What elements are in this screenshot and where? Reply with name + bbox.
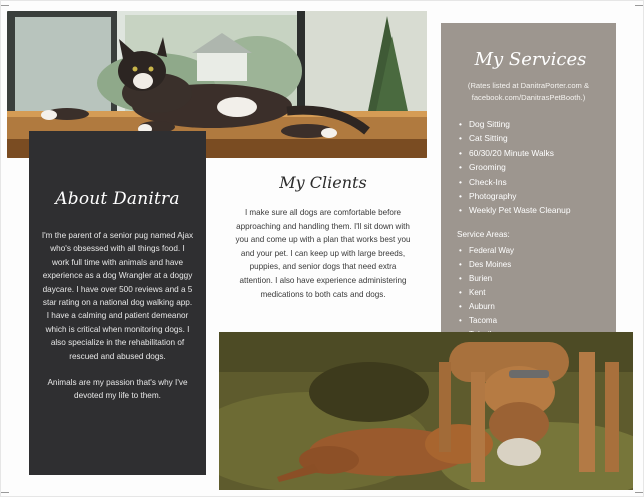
services-list (457, 117, 604, 218)
service-item: • 60/30/20 Minute Walks (457, 146, 604, 160)
service-area-item: • Tacoma (457, 314, 604, 328)
dogs-photo (219, 332, 633, 490)
services-rates-note: (Rates listed at DanitraPorter.com & facebook.com/DanitrasPetBooth.) (467, 81, 590, 102)
service-area-item: • Kent (457, 286, 604, 300)
clients-section (235, 173, 411, 301)
crop-mark-top-left (1, 5, 9, 6)
crop-mark-bottom-right (635, 492, 644, 493)
about-paragraph-1: I'm the parent of a senior pug named Ajax who's obsessed with all things food. I work full time with animals and have experience as a dog Wrangler at a doggy daycare. I have over 500 reviews and a 5 star rating on a national dog walking app. I have a calming and patient demeanor which is critical when monitoring dogs. I also specialize in the rehabilitation of rescued and abused dogs. (41, 231, 194, 361)
clients-title: My Clients (279, 173, 367, 192)
about-section (29, 131, 206, 475)
service-area-item: • Auburn (457, 300, 604, 314)
about-title: About Danitra (55, 189, 180, 209)
service-item: • Photography (457, 189, 604, 203)
service-area-item: • Des Moines (457, 258, 604, 272)
service-item: • Grooming (457, 160, 604, 174)
service-item: • Weekly Pet Waste Cleanup (457, 203, 604, 217)
dogs-playing-image (219, 332, 633, 490)
about-paragraph-2: Animals are my passion that's why I've devoted my life to them. (47, 378, 188, 401)
crop-mark-bottom-left (1, 492, 9, 493)
clients-body: I make sure all dogs are comfortable before approaching and handling them. I'll sit down with you and come up with a plan that works best you and your pet. I can keep up with large breeds, puppies, and senior dogs that need extra attention. I also have experience administering medications to both cats and dogs. (235, 208, 411, 299)
service-item: • Cat Sitting (457, 131, 604, 145)
service-area-item: • Burien (457, 272, 604, 286)
services-section (441, 23, 616, 361)
service-areas-title: Service Areas: (457, 229, 510, 239)
service-item: • Dog Sitting (457, 117, 604, 131)
services-title: My Services (474, 49, 587, 70)
crop-mark-top-right (635, 5, 644, 6)
service-area-item: • Federal Way (457, 244, 604, 258)
service-item: • Check-Ins (457, 175, 604, 189)
